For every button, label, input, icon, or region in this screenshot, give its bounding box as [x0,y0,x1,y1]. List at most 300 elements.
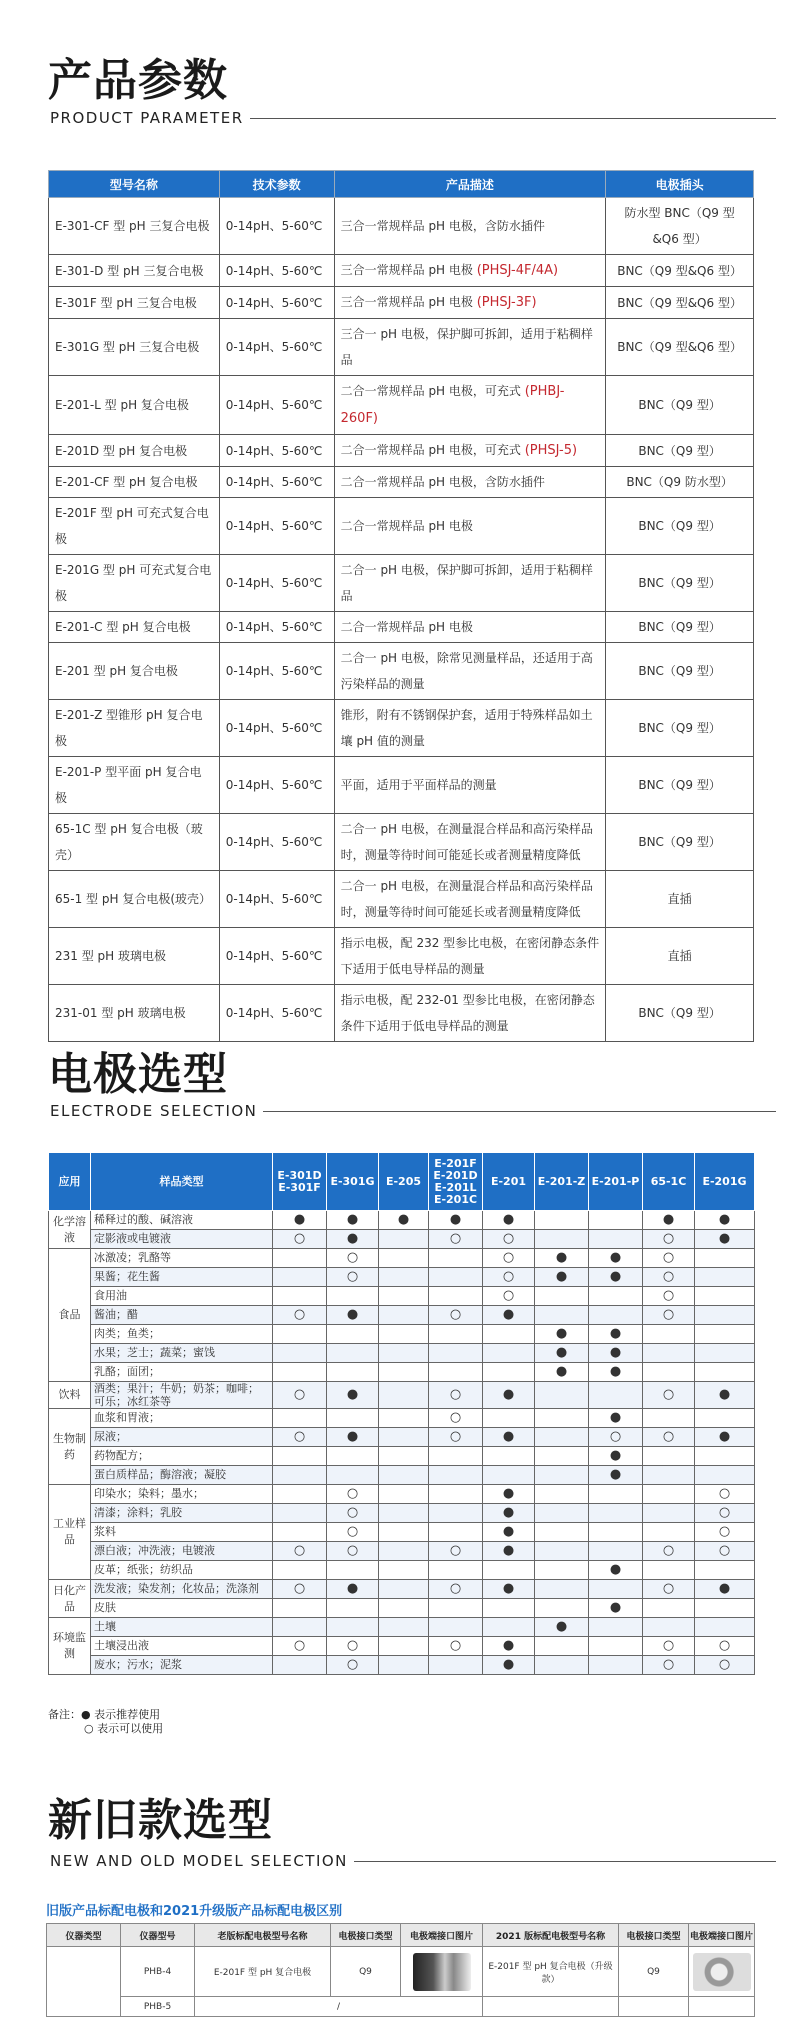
model-name: E-201-P 型平面 pH 复合电极 [49,757,220,814]
empty-cell [695,1344,755,1363]
recommended-mark: ● [483,1580,535,1599]
recommended-mark: ● [327,1230,379,1249]
usable-mark: ○ [429,1542,483,1561]
table-row [49,1618,755,1637]
empty-cell [273,1504,327,1523]
model-name: 65-1 型 pH 复合电极(玻壳） [49,871,220,928]
note-label: 备注： [48,1708,81,1721]
sample-type: 废水；污水；泥浆 [91,1656,273,1675]
empty-cell [327,1344,379,1363]
recommended-mark: ● [483,1485,535,1504]
empty-cell [379,1542,429,1561]
empty-cell [273,1344,327,1363]
table-row [49,985,754,1042]
application-cell: 化学溶液 [49,1211,91,1249]
table-row [49,1428,755,1447]
recommended-mark: ● [483,1637,535,1656]
table-header-row [49,1153,755,1211]
electrode-plug: BNC（Q9 防水型） [606,467,754,498]
empty-cell [327,1466,379,1485]
empty-cell [643,1409,695,1428]
empty-cell [589,1306,643,1325]
usable-mark: ○ [643,1428,695,1447]
product-description [334,319,606,376]
empty-cell [273,1249,327,1268]
empty-cell [429,1656,483,1675]
tech-param: 0-14pH、5-60℃ [219,643,334,700]
usable-mark: ○ [429,1382,483,1409]
column-header: 老版标配电极型号名称 [195,1924,331,1947]
empty-cell [535,1287,589,1306]
divider [263,1111,776,1112]
description-text: 二合一 pH 电极，保护脚可拆卸，适用于粘稠样品 [340,563,593,603]
recommended-mark: ● [589,1325,643,1344]
empty-cell [379,1637,429,1656]
usable-mark: ○ [483,1287,535,1306]
description-text: 三合一常规样品 pH 电极，含防水插件 [340,219,545,233]
electrode-plug: BNC（Q9 型） [606,498,754,555]
usable-mark: ○ [695,1485,755,1504]
empty-cell [379,1504,429,1523]
empty-cell [535,1656,589,1675]
tech-param: 0-14pH、5-60℃ [219,498,334,555]
empty-cell [379,1466,429,1485]
product-parameter-table [48,170,754,1042]
tech-param: 0-14pH、5-60℃ [219,287,334,319]
bnc-connector-image [693,1953,751,1991]
empty-cell [273,1523,327,1542]
column-header: 产品描述 [334,171,606,198]
table-row [49,1268,755,1287]
empty-cell [643,1363,695,1382]
empty-cell [695,1306,755,1325]
sample-type: 印染水；染料；墨水； [91,1485,273,1504]
empty-cell [273,1268,327,1287]
usable-mark: ○ [695,1504,755,1523]
electrode-plug: BNC（Q9 型） [606,757,754,814]
section2-subtitle [50,1102,776,1120]
empty-cell [589,1542,643,1561]
usable-mark: ○ [327,1523,379,1542]
instrument-model: PHB-4 [121,1947,195,1997]
empty-cell [589,1637,643,1656]
recommended-mark: ● [695,1230,755,1249]
tech-param: 0-14pH、5-60℃ [219,700,334,757]
model-name: E-201F 型 pH 可充式复合电极 [49,498,220,555]
table-header-row [47,1924,755,1947]
empty-cell [483,1466,535,1485]
table-row [49,1287,755,1306]
empty-cell [535,1466,589,1485]
empty-cell [535,1599,589,1618]
comparison-caption: 旧版产品标配电极和2021升级版产品标配电极区别 [46,1904,343,1919]
empty-cell [483,1363,535,1382]
empty-cell [379,1447,429,1466]
table-row [49,1637,755,1656]
application-cell: 饮料 [49,1382,91,1409]
empty-cell [429,1325,483,1344]
tech-param: 0-14pH、5-60℃ [219,435,334,467]
product-description [334,700,606,757]
description-text: 平面，适用于平面样品的测量 [340,778,497,792]
usable-mark: ○ [695,1656,755,1675]
empty-cell [535,1637,589,1656]
table-row [49,1580,755,1599]
empty-cell [379,1306,429,1325]
column-header: 仪器型号 [121,1924,195,1947]
usable-mark: ○ [429,1428,483,1447]
usable-mark: ○ [643,1580,695,1599]
table-row [49,1409,755,1428]
empty-cell [643,1599,695,1618]
sample-type: 酒类；果汁；牛奶；奶茶；咖啡；可乐；冰红茶等 [91,1382,273,1409]
table-row [49,700,754,757]
column-header: 电极端接口图片 [401,1924,483,1947]
usable-mark: ○ [327,1656,379,1675]
recommended-mark: ● [483,1504,535,1523]
tech-param: 0-14pH、5-60℃ [219,928,334,985]
empty-cell [535,1306,589,1325]
usable-mark: ○ [643,1287,695,1306]
section2-subtitle-text: ELECTRODE SELECTION [50,1102,258,1120]
model-header: E-201 [483,1153,535,1211]
recommended-mark: ● [589,1363,643,1382]
recommended-mark: ● [327,1580,379,1599]
empty-cell [695,1466,755,1485]
product-description [334,757,606,814]
empty-cell [483,1561,535,1580]
empty-cell [379,1268,429,1287]
sample-type: 皮革；纸张；纺织品 [91,1561,273,1580]
empty-cell [483,1599,535,1618]
electrode-plug: BNC（Q9 型） [606,376,754,435]
empty-cell [589,1656,643,1675]
usable-mark: ○ [327,1249,379,1268]
usable-mark: ○ [429,1637,483,1656]
usable-mark: ○ [643,1268,695,1287]
usable-mark: ○ [273,1428,327,1447]
empty-cell [589,1230,643,1249]
sample-type: 药物配方； [91,1447,273,1466]
empty-cell [327,1409,379,1428]
old-electrode-name: E-201F 型 pH 复合电极 [195,1947,331,1997]
section1-subtitle-text: PRODUCT PARAMETER [50,109,244,127]
empty-cell [695,1447,755,1466]
electrode-plug: BNC（Q9 型&Q6 型） [606,255,754,287]
empty-cell [535,1561,589,1580]
recommended-mark: ● [379,1211,429,1230]
recommended-mark: ● [483,1428,535,1447]
table-row [49,1504,755,1523]
model-name: E-201-C 型 pH 复合电极 [49,612,220,643]
recommended-mark: ● [695,1382,755,1409]
recommended-mark: ● [327,1211,379,1230]
tech-param: 0-14pH、5-60℃ [219,255,334,287]
sample-type: 皮肤 [91,1599,273,1618]
application-header: 应用 [49,1153,91,1211]
old-interface-type: Q9 [331,1947,401,1997]
table-row [49,1382,755,1409]
column-header: 2021 版标配电极型号名称 [483,1924,619,1947]
empty-cell [379,1485,429,1504]
application-cell: 食品 [49,1249,91,1382]
divider [250,118,776,119]
tech-param: 0-14pH、5-60℃ [219,612,334,643]
old-new-model-table [46,1923,755,2017]
table-row [49,1363,755,1382]
compatible-instrument: (PHBJ-260F) [340,384,565,426]
product-description [334,612,606,643]
usable-mark: ○ [643,1542,695,1561]
empty-cell [379,1249,429,1268]
model-header: 65-1C [643,1153,695,1211]
empty-cell [643,1504,695,1523]
empty-cell [273,1618,327,1637]
empty-cell [643,1561,695,1580]
table-row [49,1211,755,1230]
sample-type: 土壤浸出液 [91,1637,273,1656]
description-text: 锥形，附有不锈钢保护套，适用于特殊样品如土壤 pH 值的测量 [340,708,593,748]
electrode-plug: BNC（Q9 型） [606,612,754,643]
empty-cell [379,1382,429,1409]
tech-param: 0-14pH、5-60℃ [219,198,334,255]
empty-cell [589,1523,643,1542]
empty-cell [695,1409,755,1428]
compatible-instrument: (PHSJ-4F/4A) [476,263,559,278]
bnc-connector-image [413,1953,471,1991]
new-electrode-name: E-201F 型 pH 复合电极（升级款） [483,1947,619,1997]
empty-cell [483,1409,535,1428]
empty-cell [379,1523,429,1542]
usable-mark: ○ [695,1523,755,1542]
empty-cell [273,1599,327,1618]
recommended-mark: ● [535,1268,589,1287]
sample-type-header: 样品类型 [91,1153,273,1211]
model-name: E-201G 型 pH 可充式复合电极 [49,555,220,612]
recommended-mark: ● [483,1211,535,1230]
sample-type: 酱油；醋 [91,1306,273,1325]
table-row [49,643,754,700]
product-description [334,928,606,985]
empty-cell [379,1599,429,1618]
empty-cell [273,1466,327,1485]
usable-mark: ○ [483,1268,535,1287]
empty-cell [379,1428,429,1447]
recommended-mark: ● [327,1382,379,1409]
empty-cell [589,1287,643,1306]
empty-cell [643,1485,695,1504]
table-row [49,1447,755,1466]
model-header: E-205 [379,1153,429,1211]
model-name: E-201 型 pH 复合电极 [49,643,220,700]
legend-note [48,1708,163,1736]
sample-type: 果酱；花生酱 [91,1268,273,1287]
empty-cell [429,1287,483,1306]
empty-cell [379,1561,429,1580]
empty-cell [379,1580,429,1599]
usable-mark: ○ [327,1542,379,1561]
model-name: E-301G 型 pH 三复合电极 [49,319,220,376]
empty-cell [429,1618,483,1637]
table-row [49,1656,755,1675]
usable-mark: ○ [643,1656,695,1675]
table-row [49,928,754,985]
usable-mark: ○ [273,1542,327,1561]
usable-mark: ○ [643,1230,695,1249]
column-header: 技术参数 [219,171,334,198]
sample-type: 蛋白质样品；酶溶液；凝胶 [91,1466,273,1485]
usable-mark: ○ [643,1306,695,1325]
usable-mark: ○ [589,1428,643,1447]
model-name: E-201-L 型 pH 复合电极 [49,376,220,435]
electrode-plug: BNC（Q9 型） [606,814,754,871]
recommended-mark: ● [273,1211,327,1230]
description-text: 指示电极，配 232-01 型参比电极，在密闭静态条件下适用于低电导样品的测量 [340,993,595,1033]
empty-cell [535,1523,589,1542]
model-header: E-301D E-301F [273,1153,327,1211]
description-text: 二合一常规样品 pH 电极 [340,620,473,634]
column-header: 仪器类型 [47,1924,121,1947]
tech-param: 0-14pH、5-60℃ [219,757,334,814]
empty-cell [273,1447,327,1466]
table-row [49,198,754,255]
recommended-mark: ● [535,1249,589,1268]
note-usable: ○ 表示可以使用 [84,1722,164,1735]
empty-cell [643,1325,695,1344]
empty-cell [695,1561,755,1580]
empty-cell [695,1325,755,1344]
column-header: 电极接口类型 [331,1924,401,1947]
table-row [49,255,754,287]
recommended-mark: ● [695,1211,755,1230]
product-description [334,435,606,467]
empty-cell [643,1447,695,1466]
empty-cell [379,1344,429,1363]
electrode-plug: BNC（Q9 型） [606,700,754,757]
tech-param: 0-14pH、5-60℃ [219,467,334,498]
empty-cell [429,1249,483,1268]
empty-cell [327,1287,379,1306]
electrode-plug: BNC（Q9 型&Q6 型） [606,287,754,319]
instrument-type-cell [47,1947,121,2017]
sample-type: 尿液； [91,1428,273,1447]
product-description [334,255,606,287]
empty-cell [429,1344,483,1363]
empty-cell [483,1344,535,1363]
column-header: 电极插头 [606,171,754,198]
product-description [334,467,606,498]
usable-mark: ○ [273,1637,327,1656]
table-row [49,1542,755,1561]
empty-cell [429,1268,483,1287]
empty-cell [379,1656,429,1675]
table-row [47,1997,755,2017]
electrode-plug: BNC（Q9 型） [606,435,754,467]
empty-cell [273,1363,327,1382]
empty-cell [535,1542,589,1561]
model-name: 231 型 pH 玻璃电极 [49,928,220,985]
model-name: E-301-CF 型 pH 三复合电极 [49,198,220,255]
tech-param: 0-14pH、5-60℃ [219,985,334,1042]
description-text: 三合一 pH 电极，保护脚可拆卸，适用于粘稠样品 [340,327,593,367]
electrode-plug: 直插 [606,871,754,928]
empty-cell [643,1523,695,1542]
table-row [49,1485,755,1504]
usable-mark: ○ [643,1249,695,1268]
model-header: E-201-P [589,1153,643,1211]
usable-mark: ○ [695,1542,755,1561]
empty-cell [429,1485,483,1504]
empty-cell [273,1325,327,1344]
compatible-instrument: (PHSJ-3F) [476,295,537,310]
model-header: E-201G [695,1153,755,1211]
electrode-plug: BNC（Q9 型&Q6 型） [606,319,754,376]
electrode-selection-table [48,1152,755,1675]
product-description [334,498,606,555]
compatible-instrument: (PHSJ-5) [524,443,578,458]
empty-cell [535,1230,589,1249]
sample-type: 肉类；鱼类； [91,1325,273,1344]
product-description [334,814,606,871]
empty-cell [379,1325,429,1344]
usable-mark: ○ [327,1637,379,1656]
usable-mark: ○ [429,1409,483,1428]
recommended-mark: ● [589,1409,643,1428]
table-row [49,1344,755,1363]
new-connector-image [689,1947,755,1997]
divider [354,1861,776,1862]
empty-cell [589,1382,643,1409]
recommended-mark: ● [483,1306,535,1325]
model-header: E-201-Z [535,1153,589,1211]
usable-mark: ○ [483,1249,535,1268]
model-header: E-201F E-201D E-201L E-201C [429,1153,483,1211]
empty-cell [643,1618,695,1637]
model-name: E-201-CF 型 pH 复合电极 [49,467,220,498]
empty-cell [695,1618,755,1637]
empty-cell [695,1363,755,1382]
usable-mark: ○ [695,1637,755,1656]
section2-title: 电极选型 [48,1049,228,1100]
empty-cell [379,1230,429,1249]
instrument-model: PHB-5 [121,1997,195,2017]
sample-type: 漂白液；冲洗液；电镀液 [91,1542,273,1561]
model-name: E-301-D 型 pH 三复合电极 [49,255,220,287]
empty-cell [429,1504,483,1523]
recommended-mark: ● [483,1523,535,1542]
empty-cell [695,1249,755,1268]
recommended-mark: ● [483,1382,535,1409]
recommended-mark: ● [327,1428,379,1447]
column-header: 电极端接口图片 [689,1924,755,1947]
description-text: 二合一 pH 电极，在测量混合样品和高污染样品时，测量等待时间可能延长或者测量精度降低 [340,822,593,862]
empty-cell [535,1382,589,1409]
usable-mark: ○ [327,1268,379,1287]
tech-param: 0-14pH、5-60℃ [219,871,334,928]
recommended-mark: ● [535,1363,589,1382]
empty-cell [429,1561,483,1580]
empty-cell [379,1618,429,1637]
empty-cell [483,1325,535,1344]
description-text: 三合一常规样品 pH 电极 [340,263,477,277]
empty-cell [327,1447,379,1466]
tech-param: 0-14pH、5-60℃ [219,814,334,871]
column-header: 电极接口类型 [619,1924,689,1947]
empty-cell [589,1504,643,1523]
table-row [49,555,754,612]
section3-subtitle-text: NEW AND OLD MODEL SELECTION [50,1852,348,1870]
application-cell: 生物制药 [49,1409,91,1485]
